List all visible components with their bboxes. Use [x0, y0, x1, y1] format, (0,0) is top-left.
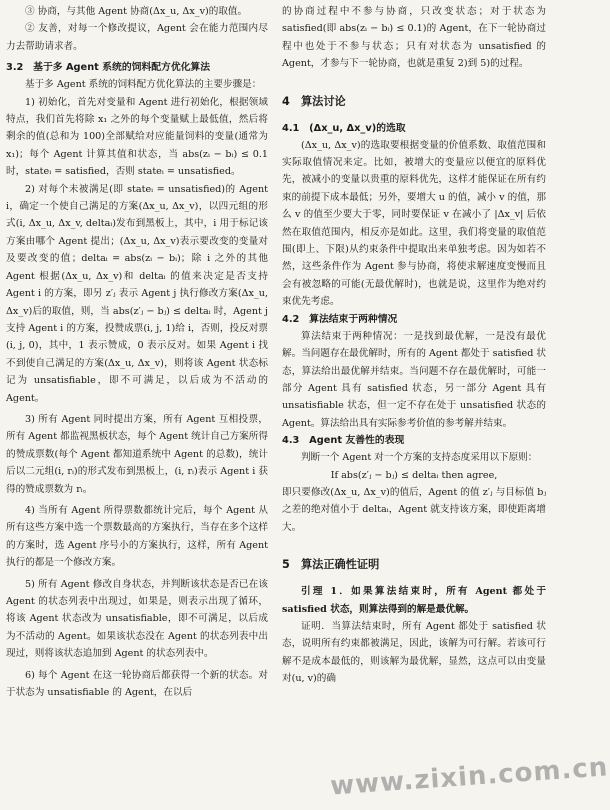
- section-4-2-body: 算法结束于两种情况：一是找到最优解，一是没有最优解。当问题存在最优解时，所有的 Agent 都处于 satisfied 状态，算法给出最优解并结束。当问题不存在最优解时，可能一部分 Agent 具有 satisfied 状态，另一部分 Agent 具有 unsatisfiable 状态，但一定不存在处于 unsatisfied 状态的 Agent。算法给出具有实际参考价值的参考解并结束。: [282, 330, 546, 429]
- section-3-2-heading: 3.2 基于多 Agent 系统的饲料配方优化算法: [6, 62, 211, 74]
- watermark-logo: www.zixin.com.cn: [329, 752, 610, 802]
- section-4-3-heading: 4.3 Agent 友善性的表现: [282, 435, 405, 447]
- support-rule-formula: If abs(z′ⱼ − bⱼ) ≤ deltaᵢ then agree,: [330, 469, 498, 481]
- section-5-heading: 5 算法正确性证明: [282, 558, 380, 572]
- step-5: 5) 所有 Agent 修改自身状态，并判断该状态是否已在该 Agent 的状态列表中出现过，如果是，则表示出现了循环，将该 Agent 状态改为 unsatisfiable，即不可满足，以后成为不活动的 Agent。如果该状态没在 Agent 的状态列表中出现过，则将该状态追加到 Agent 的状态列表中。: [6, 578, 268, 660]
- section-4-3-body-a: 判断一个 Agent 对一个方案的支持态度采用以下原则：: [301, 452, 538, 464]
- principle-friendly: ② 友善，对每一个修改提议，Agent 会在能力范围内尽力去帮助请求者。: [6, 23, 268, 52]
- proof: 证明．当算法结束时，所有 Agent 都处于 satisfied 状态，说明所有约束都被满足，因此，该解为可行解。若该可行解不是成本最低的，则该解为最优解，显然，这点可以由变量对(u, v)的确: [282, 620, 546, 685]
- step-2: 2) 对每个未被满足(即 stateᵢ = unsatisfied)的 Agent i，确定一个使自己满足的方案(Δx_u, Δx_v)，以四元组的形式(i, Δx_u, Δx_v, deltaᵢ)发布到黑板上，其中，i 用于标记该方案由哪个 Agent 提出；(Δx_u, Δx_v)表示要改变的变量对及要改变的值；deltaᵢ = abs(zᵢ − bᵢ)；除 i 之外的其他 Agent 根据(Δx_u, Δx_v)和 deltaᵢ 的值来决定是否支持 Agent i 的方案，即另 z′ⱼ 表示 Agent j 执行修改方案(Δx_u, Δx_v)后的取值，则，当 abs(z′ⱼ − bⱼ) ≤ deltaᵢ 时，Agent j 支持 Agent i 的方案，投赞成票(i, j, 1)给 i，否则，投反对票(i, j, 0)，其中，1 表示赞成，0 表示反对。如果 Agent i 找不到使自己满足的方案(Δx_u, Δx_v)，则将该 Agent 状态标记为 unsatisfiable，即不可满足，以后成为不活动的 Agent。: [6, 183, 268, 404]
- step-6: 6) 每个 Agent 在这一轮协商后都获得一个新的状态。对于状态为 unsatisfiable 的 Agent，在以后: [6, 669, 268, 699]
- step-1: 1) 初始化，首先对变量和 Agent 进行初始化，根据领域特点，我们首先将除 x₁ 之外的每个变量赋上最低值，然后将剩余的值(总和为 100)全部赋给对应能量饲料的变量(通常为 x₁)；每个 Agent 计算其值和状态，当 abs(zᵢ − bᵢ) ≤ 0.1 时，stateᵢ = satisfied，否则 stateᵢ = unsatisfied。: [6, 96, 268, 178]
- algorithm-intro: 基于多 Agent 系统的饲料配方优化算法的主要步骤是：: [25, 79, 262, 91]
- section-4-3-body-b: 即只要修改(Δx_u, Δx_v)的值后，Agent 的值 z′ⱼ 与目标值 bⱼ 之差的绝对值小于 deltaᵢ，Agent 就支持该方案，即使距离增大。: [282, 486, 546, 533]
- section-4-heading: 4 算法讨论: [282, 94, 346, 108]
- right-column: [282, 0, 546, 688]
- step-4: 4) 当所有 Agent 所得票数都统计完后，每个 Agent 从所有这些方案中选一个票数最高的方案执行，当存在多个这样的方案时，选 Agent 序号小的方案执行，这样，所有 Agent 执行的都是一个修改方案。: [6, 504, 268, 569]
- section-4-1-heading: 4.1 (Δx_u, Δx_v)的选取: [282, 122, 406, 134]
- left-column: [6, 0, 268, 701]
- lemma-1: 引理 1．如果算法结束时，所有 Agent 都处于 satisfied 状态，则算法得到的解是最优解。: [282, 586, 546, 615]
- step-3: 3) 所有 Agent 同时提出方案，所有 Agent 互相投票，所有 Agent 都监视黑板状态，每个 Agent 统计自己方案所得的赞成票数(每个 Agent 都知道系统中 Agent 的总数)，统计后以二元组(i, rᵢ)的形式发布到黑板上，(i, rᵢ)表示 Agent i 获得的赞成票数为 rᵢ。: [6, 413, 268, 495]
- section-4-1-body: (Δx_u, Δx_v)的选取要根据变量的价值系数、取值范围和实际取值情况来定。比如，被增大的变量应以便宜的原料优先，被减小的变量以贵重的原料优先，这样才能保证在所有约束的前提下成本最低；另外，要增大 u 的值，减小 v 的值，那么 v 的值至少要大于零，同时要保证 v 在减小了 |Δx_v| 后依然在取值范围内，相反亦是如此。这里，我们将变量的取值范围(即上、下限)从约束条件中提取出来单独考虑。因为如若不然，这些条件作为 Agent 参与协商，将使求解速度变慢而且会有被忽略的可能(无最优解时)，也就是说，这里作为绝对约束优先考虑。: [282, 139, 546, 308]
- section-4-2-heading: 4.2 算法结束于两种情况: [282, 313, 398, 325]
- step-6-continued: 的协商过程中不参与协商，只改变状态；对于状态为 satisfied(即 abs(zᵢ − bᵢ) ≤ 0.1)的 Agent，在下一轮协商过程中也处于不参与状态；只有对状态为 unsatisfied 的 Agent，才参与下一轮协商，也就是重复 2)到 5)的过程。: [282, 6, 546, 70]
- principle-negotiation: ③ 协商，与其他 Agent 协商(Δx_u, Δx_v)的取值。: [25, 6, 248, 17]
